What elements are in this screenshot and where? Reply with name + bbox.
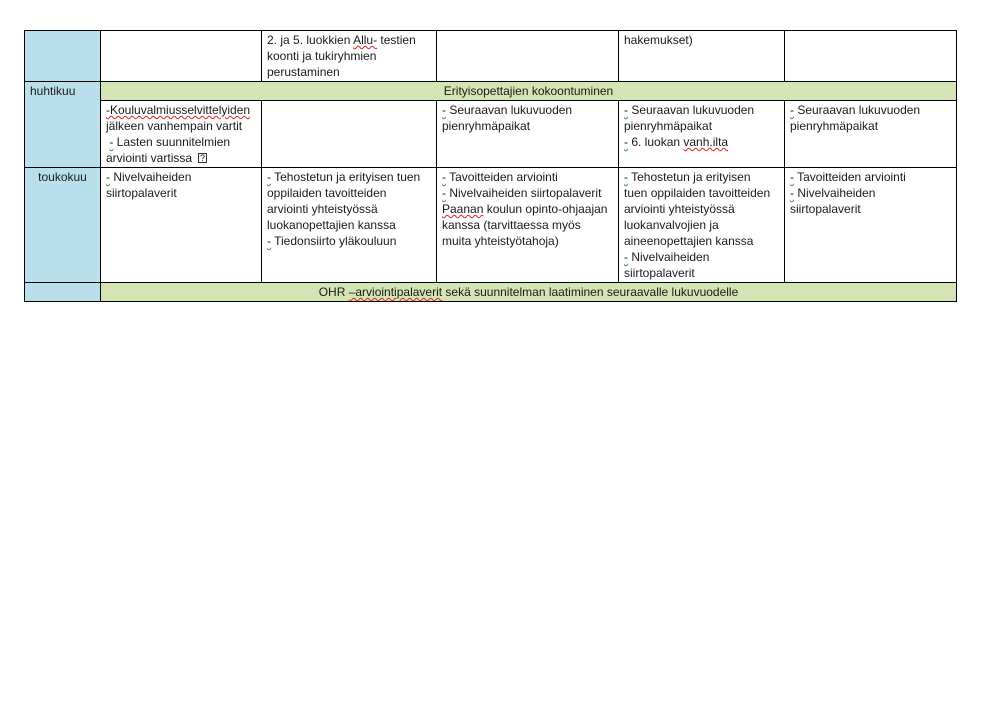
cell-text: hakemukset): [624, 33, 693, 47]
cell-huhti-3: [437, 101, 619, 168]
cell-text: oppilaiden tavoitteiden: [267, 186, 387, 200]
table-row-huhtikuu-content: [25, 101, 957, 168]
cell-text: aineenopettajien kanssa: [624, 234, 754, 248]
month-cell-toukokuu: [25, 168, 101, 283]
dash-mark: -: [109, 135, 114, 149]
cell-huhti-2: [262, 101, 437, 168]
cell-text: pienryhmäpaikat: [790, 119, 879, 133]
cell-top-4: [619, 31, 785, 82]
cell-text: koonti ja tukiryhmien: [267, 49, 377, 63]
cell-text: Tiedonsiirto yläkouluun: [271, 234, 397, 248]
cell-text: pienryhmäpaikat: [624, 119, 713, 133]
cell-text: kanssa (tarvittaessa myös: [442, 218, 581, 232]
span-cell-erityisopettajat: [101, 82, 957, 101]
span-text: OHR: [318, 285, 349, 299]
cell-text: luokanvalvojien ja: [624, 218, 719, 232]
cell-text: arviointi yhteistyössä: [624, 202, 735, 216]
dash-mark: -: [624, 135, 628, 149]
month-cell-empty: [25, 283, 101, 302]
dash-mark: -: [442, 170, 446, 184]
span-text: sekä suunnitelman laatiminen seuraavalle lukuvuodelle: [442, 285, 739, 299]
cell-touko-1: [101, 168, 262, 283]
span-text: –arviointipalaverit: [348, 285, 443, 299]
month-label: huhtikuu: [30, 84, 76, 98]
cell-text: Nivelvaiheiden: [110, 170, 192, 184]
cell-text: Seuraavan lukuvuoden: [794, 103, 921, 117]
cell-text: siirtopalaverit: [790, 202, 861, 216]
dash-mark: -: [624, 103, 628, 117]
cell-text: Tavoitteiden arviointi: [446, 170, 558, 184]
cell-text: arviointi yhteistyössä: [267, 202, 378, 216]
month-cell-huhtikuu: [25, 82, 101, 168]
cell-text: Paanan: [442, 202, 484, 216]
dash-mark: -: [624, 250, 628, 264]
cell-text: siirtopalaverit: [624, 266, 695, 280]
dash-mark: -: [106, 170, 110, 184]
cell-text: siirtopalaverit: [106, 186, 177, 200]
month-cell-empty: [25, 31, 101, 82]
cell-text: koulun opinto-ohjaajan: [483, 202, 608, 216]
cell-text: Lasten suunnitelmien: [113, 135, 231, 149]
cell-text: luokanopettajien kanssa: [267, 218, 396, 232]
cell-text: Tehostetun ja erityisen tuen: [271, 170, 421, 184]
cell-text: 2. ja 5. luokkien: [267, 33, 354, 47]
dash-mark: -: [790, 186, 794, 200]
cell-touko-3: [437, 168, 619, 283]
dash-mark: -: [624, 170, 628, 184]
cell-text: perustaminen: [267, 65, 340, 79]
cell-text: 6. luokan: [628, 135, 684, 149]
cell-text: Nivelvaiheiden siirtopalaverit: [446, 186, 602, 200]
table-row-toukokuu: [25, 168, 957, 283]
cell-text: jälkeen vanhempain vartit: [106, 119, 243, 133]
cell-text: vanh.ilta: [683, 135, 729, 149]
span-cell-ohr: [101, 283, 957, 302]
dash-mark: -: [267, 234, 271, 248]
table-row-ohr: [25, 283, 957, 302]
cell-touko-2: [262, 168, 437, 283]
cell-top-1: [101, 31, 262, 82]
cell-touko-5: [785, 168, 957, 283]
cell-text: Nivelvaiheiden: [628, 250, 710, 264]
cell-text: muita yhteistyötahoja): [442, 234, 559, 248]
placeholder-glyph-icon: ?: [200, 153, 206, 163]
table-row-top: [25, 31, 957, 82]
cell-text: Allu-: [353, 33, 378, 47]
dash-mark: -: [267, 170, 271, 184]
cell-huhti-4: [619, 101, 785, 168]
span-text: Erityisopettajien kokoontuminen: [443, 84, 614, 98]
cell-text: -Kouluvalmiusselvittelyiden: [106, 103, 251, 117]
cell-text: Tehostetun ja erityisen: [628, 170, 751, 184]
dash-mark: -: [790, 170, 794, 184]
dash-mark: -: [442, 186, 446, 200]
cell-text: Tavoitteiden arviointi: [794, 170, 906, 184]
cell-text: Seuraavan lukuvuoden: [628, 103, 755, 117]
cell-text: tuen oppilaiden tavoitteiden: [624, 186, 771, 200]
cell-text: testien: [377, 33, 416, 47]
cell-top-3: [437, 31, 619, 82]
cell-text: arviointi vartissa: [106, 151, 193, 165]
cell-huhti-1: [101, 101, 262, 168]
cell-touko-4: [619, 168, 785, 283]
dash-mark: -: [790, 103, 794, 117]
cell-text: Seuraavan lukuvuoden: [446, 103, 573, 117]
cell-top-5: [785, 31, 957, 82]
dash-mark: -: [442, 103, 446, 117]
cell-top-2: [262, 31, 437, 82]
cell-huhti-5: [785, 101, 957, 168]
month-label: toukokuu: [38, 170, 87, 184]
planning-table: [24, 30, 957, 302]
cell-text: pienryhmäpaikat: [442, 119, 531, 133]
cell-text: Nivelvaiheiden: [794, 186, 876, 200]
table-row-huhtikuu: [25, 82, 957, 101]
